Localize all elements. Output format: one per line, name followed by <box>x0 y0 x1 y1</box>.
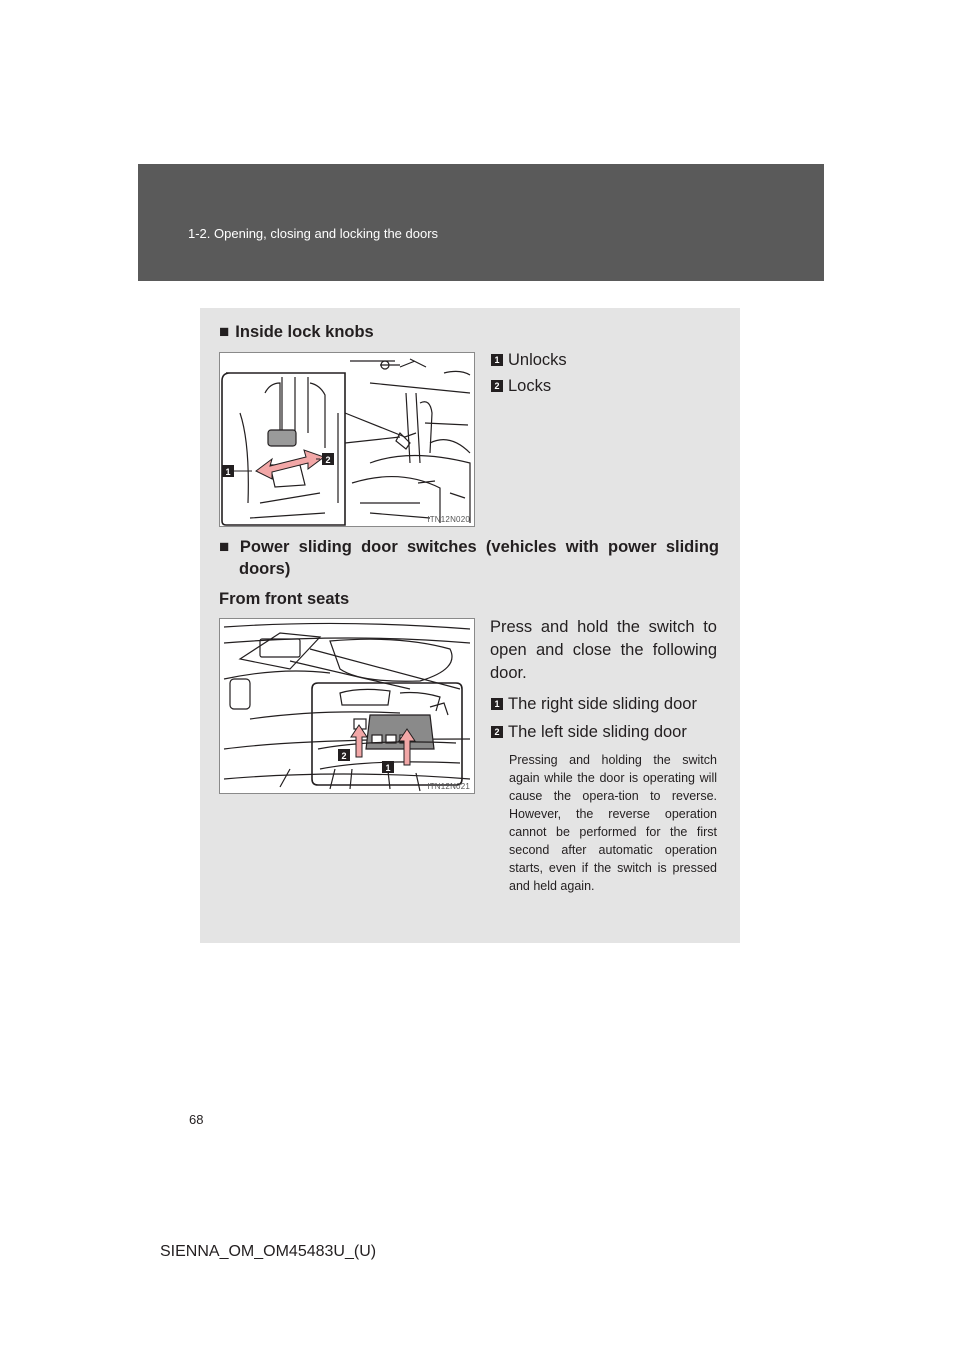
number-badge: 2 <box>491 726 503 738</box>
number-badge: 2 <box>491 380 503 392</box>
from-front-seats-heading: From front seats <box>219 590 350 608</box>
header-band <box>138 164 824 281</box>
callout-left-door <box>491 722 687 742</box>
svg-text:1: 1 <box>225 467 231 477</box>
callout-label: The left side sliding door <box>508 723 687 741</box>
callout-unlocks <box>491 350 567 370</box>
callout-label: The right side sliding door <box>508 695 697 713</box>
content-box <box>200 308 740 943</box>
svg-text:2: 2 <box>325 455 331 465</box>
lock-knobs-heading: ■ Inside lock knobs <box>219 322 374 341</box>
callout-right-door <box>491 694 697 714</box>
figure-code: ITN12N020 <box>427 515 470 524</box>
bullet-square-icon: ■ <box>219 537 234 556</box>
lock-knob-illustration <box>219 352 475 527</box>
callout-2-icon <box>338 749 350 761</box>
bullet-square-icon: ■ <box>219 322 230 341</box>
svg-text:1: 1 <box>385 763 391 773</box>
power-switches-heading: ■ Power sliding door switches (vehicles with power sliding doors) <box>219 537 719 578</box>
switch-drawing <box>220 619 474 793</box>
double-arrow-icon <box>256 450 324 479</box>
footer-code: SIENNA_OM_OM45483U_(U) <box>160 1243 377 1260</box>
number-badge: 1 <box>491 354 503 366</box>
callout-locks <box>491 376 551 396</box>
lock-knob-drawing <box>220 353 474 526</box>
section-title: 1-2. Opening, closing and locking the doors <box>188 226 439 241</box>
callout-1-icon <box>382 761 394 773</box>
callout-label: Locks <box>508 377 552 395</box>
callout-label: Unlocks <box>508 351 567 369</box>
page-number: 68 <box>189 1112 204 1127</box>
switch-illustration <box>219 618 475 794</box>
number-badge: 1 <box>491 698 503 710</box>
svg-text:2: 2 <box>341 751 347 761</box>
note-text: Pressing and holding the switch again while the door is operating will cause the opera-tion to reverse. However, the reverse operation cannot be performed for the first second after automatic operation starts, even if the switch is pressed and held again. <box>509 753 717 893</box>
figure-code: ITN12N021 <box>427 782 470 791</box>
instruction-text: Press and hold the switch to open and close the following door. <box>490 618 717 682</box>
